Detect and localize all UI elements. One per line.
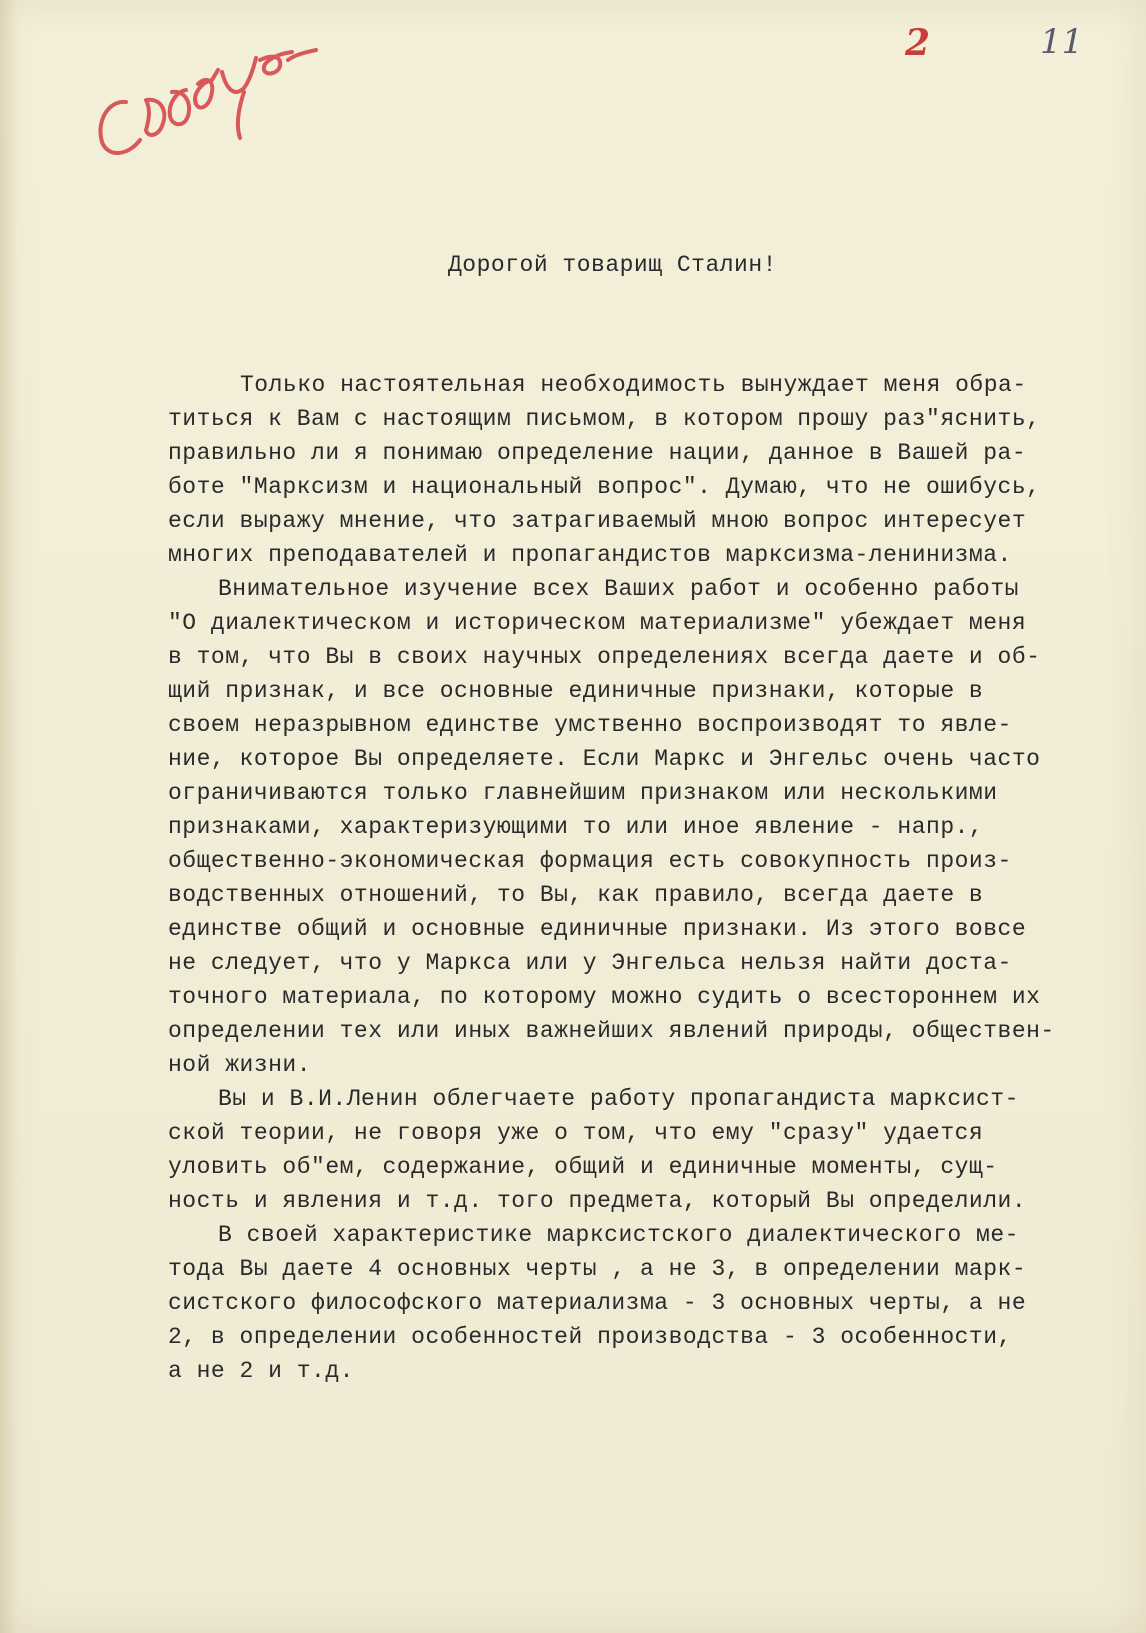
text-line: ность и явления и т.д. того предмета, который Вы определили.	[168, 1188, 1027, 1214]
paragraph-1	[168, 368, 1128, 572]
text-line: правильно ли я понимаю определение нации, данное в Вашей ра-	[168, 440, 1027, 466]
text-line: а не 2 и т.д.	[168, 1358, 354, 1384]
archive-number: 2	[905, 22, 932, 64]
text-line: определении тех или иных важнейших явлений природы, обществен-	[168, 1018, 1055, 1044]
folio-number: 11	[1040, 22, 1084, 62]
text-line: В своей характеристике марксистского диалектического ме-	[218, 1222, 1019, 1248]
salutation: Дорогой товарищ Сталин!	[448, 252, 777, 278]
paragraph-2	[168, 572, 1128, 1082]
letter-body	[168, 248, 1128, 1388]
text-line: титься к Вам с настоящим письмом, в котором прошу раз"яснить,	[168, 406, 1041, 432]
text-line: уловить об"ем, содержание, общий и единичные моменты, сущ-	[168, 1154, 998, 1180]
text-line: щий признак, и все основные единичные признаки, которые в	[168, 678, 984, 704]
text-line: признаками, характеризующими то или иное явление - напр.,	[168, 814, 984, 840]
text-line: боте "Марксизм и национальный вопрос". Думаю, что не ошибусь,	[168, 474, 1041, 500]
text-line: не следует, что у Маркса или у Энгельса нельзя найти доста-	[168, 950, 1012, 976]
text-line: ограничиваются только главнейшим признаком или несколькими	[168, 780, 998, 806]
text-line: систского философского материализма - 3 основных черты, а не	[168, 1290, 1027, 1316]
text-line: общественно-экономическая формация есть совокупность произ-	[168, 848, 1012, 874]
text-line: единстве общий и основные единичные признаки. Из этого вовсе	[168, 916, 1027, 942]
text-line: точного материала, по которому можно судить о всестороннем их	[168, 984, 1041, 1010]
handwritten-note-drawing	[88, 30, 328, 170]
text-line: ской теории, не говоря уже о том, что ему "сразу" удается	[168, 1120, 984, 1146]
text-line: многих преподавателей и пропагандистов марксизма-ленинизма.	[168, 542, 1012, 568]
text-line: Только настоятельная необходимость вынуждает меня обра-	[240, 372, 1027, 398]
paragraph-4	[168, 1218, 1128, 1388]
paragraph-3	[168, 1082, 1128, 1218]
handwritten-red-note	[88, 30, 328, 170]
page-edge-shadow	[0, 0, 18, 1633]
text-line: "О диалектическом и историческом материализме" убеждает меня	[168, 610, 1027, 636]
text-line: своем неразрывном единстве умственно воспроизводят то явле-	[168, 712, 1012, 738]
text-line: Вы и В.И.Ленин облегчаете работу пропагандиста марксист-	[218, 1086, 1019, 1112]
text-line: 2, в определении особенностей производства - 3 особенности,	[168, 1324, 1012, 1350]
text-line: водственных отношений, то Вы, как правило, всегда даете в	[168, 882, 984, 908]
text-line: ние, которое Вы определяете. Если Маркс и Энгельс очень часто	[168, 746, 1041, 772]
text-line: Внимательное изучение всех Ваших работ и особенно работы	[218, 576, 1019, 602]
text-line: тода Вы даете 4 основных черты , а не 3, в определении марк-	[168, 1256, 1027, 1282]
text-line: ной жизни.	[168, 1052, 312, 1078]
text-line: если выражу мнение, что затрагиваемый мною вопрос интересует	[168, 508, 1027, 534]
text-line: в том, что Вы в своих научных определениях всегда даете и об-	[168, 644, 1041, 670]
